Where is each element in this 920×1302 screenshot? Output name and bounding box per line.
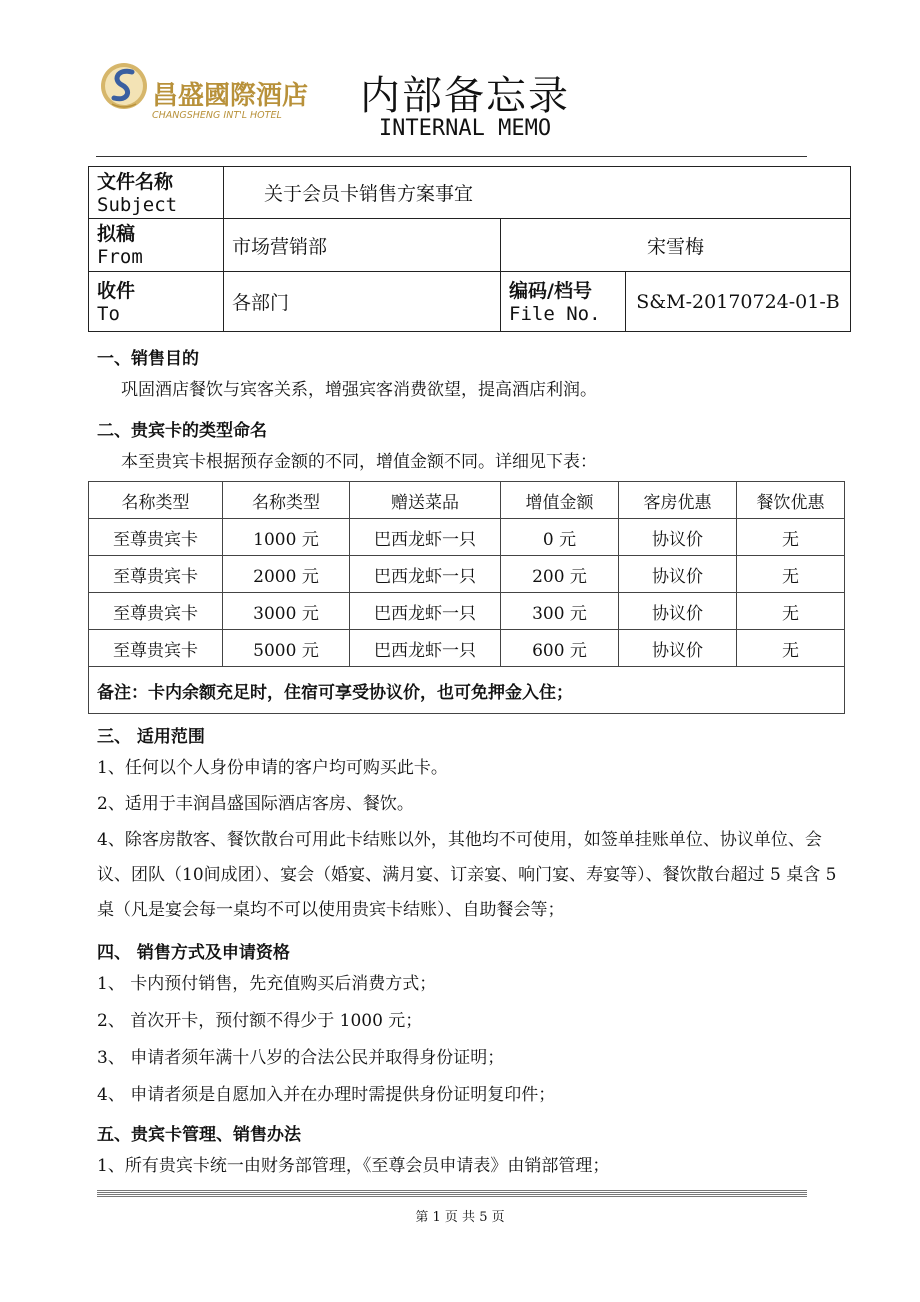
brand-name-en: CHANGSHENG INT'L HOTEL (152, 110, 282, 121)
section-3-item: 2、适用于丰润昌盛国际酒店客房、餐饮。 (97, 794, 414, 814)
memo-header-table (88, 166, 851, 332)
section-3-heading: 三、 适用范围 (97, 727, 205, 747)
table-header: 名称类型 (89, 482, 223, 519)
table-header: 赠送菜品 (350, 482, 501, 519)
section-5-heading: 五、贵宾卡管理、销售办法 (97, 1125, 301, 1145)
memo-title-cn: 内部备忘录 (360, 73, 570, 119)
subject-label: 文件名称 Subject (89, 167, 224, 219)
section-4-item: 1、 卡内预付销售，先充值购买后消费方式； (97, 974, 437, 994)
section-3-item: 4、除客房散客、餐饮散台可用此卡结账以外，其他均不可使用，如签单挂账单位、协议单位、会议、团队（10间成团）、宴会（婚宴、满月宴、订亲宴、响门宴、寿宴等）、餐饮散台超过 5 桌含 5 桌（凡是宴会每一桌均不可以使用贵宾卡结账）、自助餐会等； (97, 830, 837, 920)
section-5-item: 1、所有贵宾卡统一由财务部管理，《至尊会员申请表》由销部管理； (97, 1156, 610, 1176)
page-number: 第 1 页 共 5 页 (415, 1210, 505, 1225)
section-2-text: 本至贵宾卡根据预存金额的不同，增值金额不同。详细见下表： (121, 452, 597, 472)
file-value: S&M-20170724-01-B (626, 272, 851, 332)
section-2-heading: 二、贵宾卡的类型命名 (97, 421, 267, 441)
section-4-item: 4、 申请者须是自愿加入并在办理时需提供身份证明复印件； (97, 1085, 556, 1105)
from-label: 拟稿 From (89, 219, 224, 272)
section-4-item: 2、 首次开卡，预付额不得少于 1000 元； (97, 1011, 423, 1031)
logo-emblem-icon (100, 58, 310, 138)
section-1-text: 巩固酒店餐饮与宾客关系，增强宾客消费欲望，提高酒店利润。 (121, 380, 597, 400)
section-1-heading: 一、销售目的 (97, 349, 199, 369)
hotel-logo (100, 58, 310, 138)
subject-value: 关于会员卡销售方案事宜 (224, 167, 851, 219)
table-row: 至尊贵宾卡 1000 元 巴西龙虾一只 0 元 协议价 无 (89, 519, 845, 556)
from-person: 宋雪梅 (501, 219, 851, 272)
section-4-heading: 四、 销售方式及申请资格 (97, 943, 290, 963)
to-label: 收件 To (89, 272, 224, 332)
memo-title-en: INTERNAL MEMO (378, 116, 552, 141)
section-4-item: 3、 申请者须年满十八岁的合法公民并取得身份证明； (97, 1048, 505, 1068)
table-header: 增值金额 (501, 482, 619, 519)
card-type-table (88, 481, 845, 714)
header-divider (96, 156, 807, 157)
file-label: 编码/档号 File No. (501, 272, 626, 332)
to-value: 各部门 (224, 272, 501, 332)
table-row: 至尊贵宾卡 5000 元 巴西龙虾一只 600 元 协议价 无 (89, 630, 845, 667)
table-row: 至尊贵宾卡 2000 元 巴西龙虾一只 200 元 协议价 无 (89, 556, 845, 593)
footer-divider (97, 1190, 807, 1197)
table-header: 餐饮优惠 (737, 482, 845, 519)
table-row: 至尊贵宾卡 3000 元 巴西龙虾一只 300 元 协议价 无 (89, 593, 845, 630)
table-note: 备注：卡内余额充足时，住宿可享受协议价，也可免押金入住； (89, 667, 845, 714)
section-3-item: 1、任何以个人身份申请的客户均可购买此卡。 (97, 758, 448, 778)
brand-name-cn: 昌盛國際酒店 (152, 81, 309, 111)
table-header: 客房优惠 (619, 482, 737, 519)
from-dept: 市场营销部 (224, 219, 501, 272)
table-header: 名称类型 (223, 482, 350, 519)
